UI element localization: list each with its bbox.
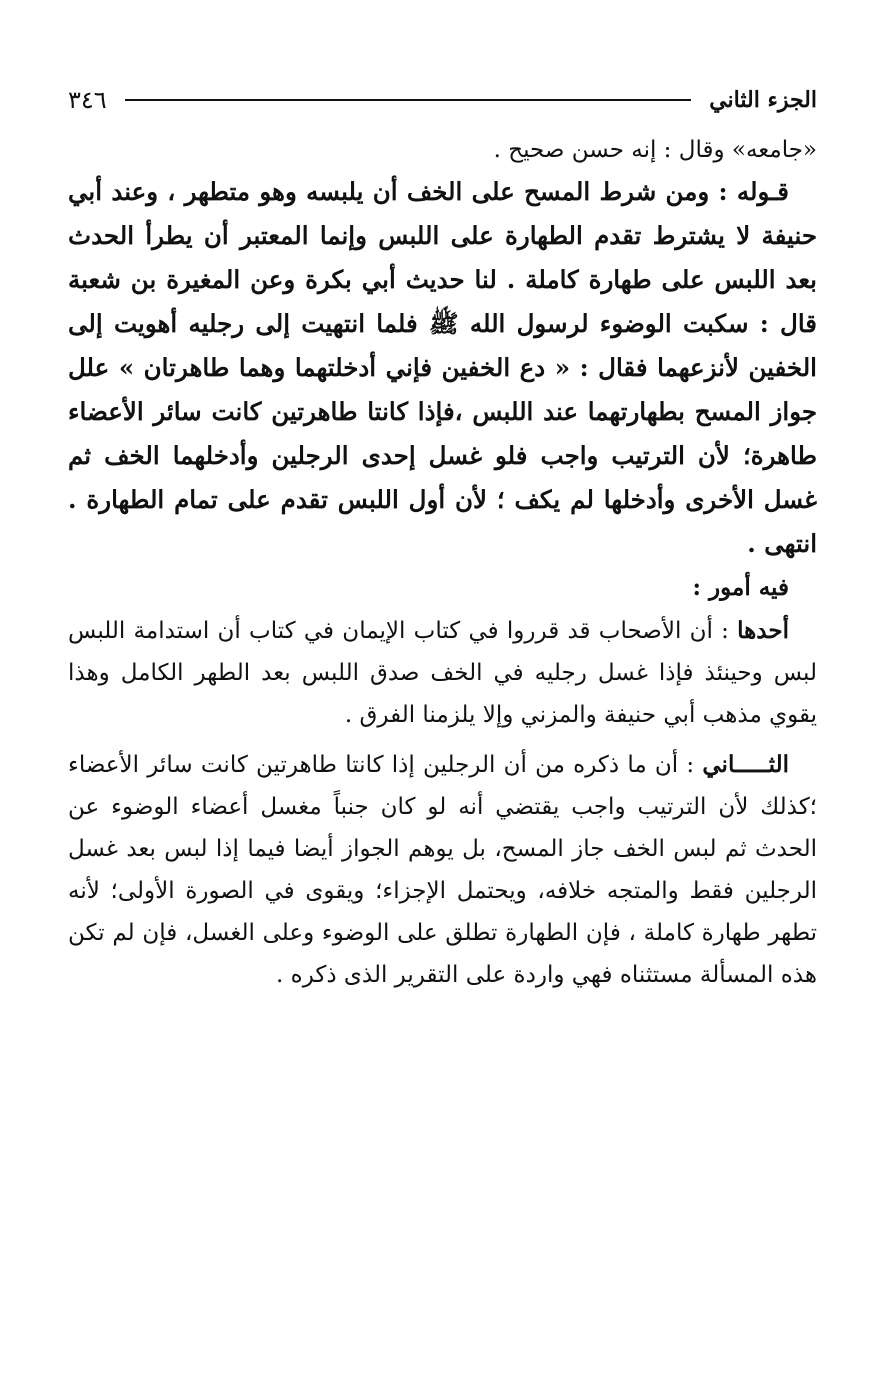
commentary-text-1: : أن الأصحاب قد قرروا في كتاب الإيمان في كتاب أن استدامة اللبس لبس وحينئذ فإذا غسل رجليه في الخف صدق اللبس بعد الطهر الكامل وهذا يقوي مذهب أبي حنيفة والمزني وإلا يلزمنا الفرق . [68,618,817,728]
commentary-text-2: : أن ما ذكره من أن الرجلين إذا كانتا طاهرتين كانت سائر الأعضاء ؛كذلك لأن الترتيب واجب يقتضي أنه لو كان جنباً مغسل أعضاء الوضوء عن الحدث ثم لبس الخف جاز المسح، بل يوهم الجواز أيضا فيما إذا لبس بعد غسل الرجلين فقط والمتجه خلافه، ويحتمل الإجزاء؛ ويقوى في الصورة الأولى؛ لأنه تطهر طهارة كاملة ، فإن الطهارة تطلق على الوضوء وعلى الغسل، فإن لم تكن هذه المسألة مستثناه فهي واردة على التقرير الذى ذكره . [68,752,817,988]
commentary-lead-2: الثـــــاني [702,751,789,778]
commentary-lead-1: أحدها [737,617,789,644]
citation-line: «جامعه» وقال : إنه حسن صحيح . [493,137,817,163]
page-header [68,70,817,130]
main-text-paragraph: قـوله : ومن شرط المسح على الخف أن يلبسه وهو متطهر ، وعند أبي حنيفة لا يشترط تقدم الطهارة على اللبس وإنما المعتبر أن يطرأ الحدث بعد اللبس على طهارة كاملة . لنا حديث أبي بكرة وعن المغيرة بن شعبة قال : سكبت الوضوء لرسول الله ﷺ فلما انتهيت إلى رجليه أهويت إلى الخفين لأنزعهما فقال : « دع الخفين فإني أدخلتهما وهما طاهرتان » علل جواز المسح بطهارتهما عند اللبس ،فإذا كانتا طاهرتين كانت سائر الأعضاء طاهرة؛ لأن الترتيب واجب فلو غسل إحدى الرجلين وأدخلهما الخف ثم غسل الأخرى وأدخلها لم يكف ؛ لأن أول اللبس تقدم على تمام الطهارة . انتهى . [68,177,817,558]
issues-heading: فيه أمور : [692,574,789,601]
header-rule [125,99,692,101]
commentary-paragraph-1 [68,610,817,736]
page-number: ٣٤٦ [68,86,107,114]
page-body [68,130,817,996]
commentary-paragraph-2 [68,744,817,996]
volume-title: الجزء الثاني [709,87,817,113]
